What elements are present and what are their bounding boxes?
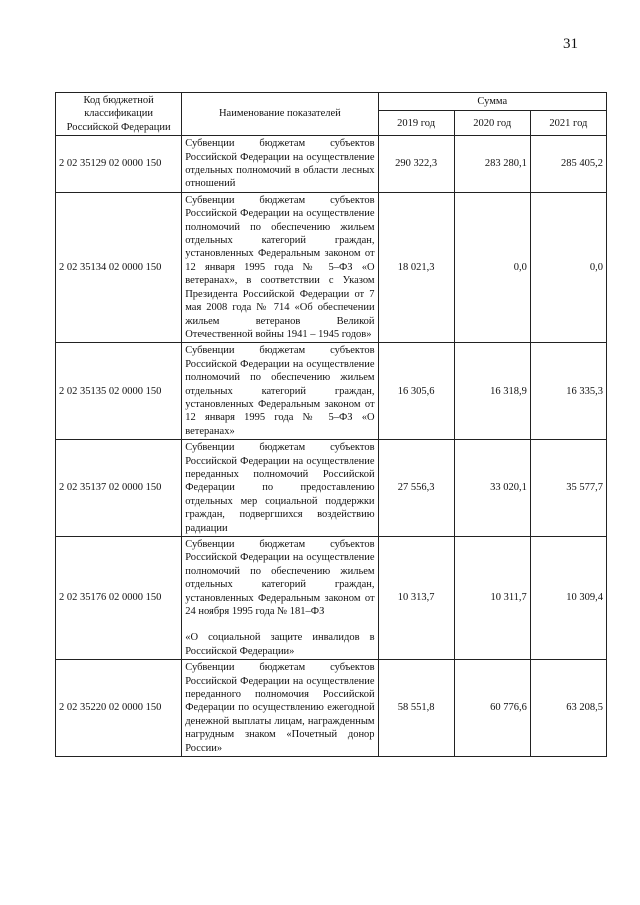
row-value-2020: 16 318,9 <box>454 343 530 440</box>
table-row <box>56 660 607 757</box>
row-code: 2 02 35129 02 0000 150 <box>56 136 182 193</box>
header-year-2020: 2020 год <box>454 111 530 136</box>
row-name-text: Субвенции бюджетам субъектов Российской Федерации на осуществление отдельных полномочий в области лесных отношений <box>185 138 375 190</box>
row-value-2020: 0,0 <box>454 192 530 342</box>
row-name <box>182 192 378 342</box>
header-name: Наименование показателей <box>182 93 378 136</box>
row-value-2019: 27 556,3 <box>378 440 454 537</box>
row-value-2021: 35 577,7 <box>530 440 606 537</box>
row-name-text-continued: «О социальной защите инвалидов в Российской Федерации» <box>185 632 375 657</box>
row-name-text: Субвенции бюджетам субъектов Российской Федерации на осуществление полномочий по обеспечению жильем отдельных категорий граждан, установленных Федеральным законом от 24 ноября 1995 года № 181–ФЗ <box>185 539 375 618</box>
row-value-2019: 290 322,3 <box>378 136 454 193</box>
header-code: Код бюджетной классификации Российской Федерации <box>56 93 182 136</box>
row-name <box>182 343 378 440</box>
header-row <box>56 93 607 111</box>
row-code: 2 02 35137 02 0000 150 <box>56 440 182 537</box>
row-value-2019: 10 313,7 <box>378 537 454 660</box>
table-row <box>56 440 607 537</box>
row-name-text: Субвенции бюджетам субъектов Российской Федерации на осуществление переданных полномочий Российской Федерации по предоставлению отдельных мер социальной поддержки граждан, подвергшихся воздействию радиации <box>185 442 375 534</box>
row-value-2020: 10 311,7 <box>454 537 530 660</box>
table-row <box>56 192 607 342</box>
row-code: 2 02 35134 02 0000 150 <box>56 192 182 342</box>
row-value-2021: 10 309,4 <box>530 537 606 660</box>
row-code: 2 02 35176 02 0000 150 <box>56 537 182 660</box>
row-name-text: Субвенции бюджетам субъектов Российской Федерации на осуществление полномочий по обеспечению жильем отдельных категорий граждан, установленных Федеральным законом от 12 января 1995 года № 5–ФЗ «О ветеранах», в соответствии с Указом Президента Российской Федерации от 7 мая 2008 года № 714 «Об обеспечении жильем ветеранов Великой Отечественной войны 1941 – 1945 годов» <box>185 194 375 340</box>
table-row <box>56 537 607 660</box>
row-name-text: Субвенции бюджетам субъектов Российской Федерации на осуществление переданного полномочия Российской Федерации по осуществлению ежегодной денежной выплаты лицам, награжденным нагрудным знаком «Почетный донор России» <box>185 662 375 754</box>
row-name <box>182 537 378 660</box>
table-row <box>56 136 607 193</box>
row-code: 2 02 35220 02 0000 150 <box>56 660 182 757</box>
header-year-2021: 2021 год <box>530 111 606 136</box>
row-value-2021: 0,0 <box>530 192 606 342</box>
table-row <box>56 343 607 440</box>
row-name <box>182 136 378 193</box>
budget-table <box>55 92 607 757</box>
row-name-text: Субвенции бюджетам субъектов Российской Федерации на осуществление полномочий по обеспечению жильем отдельных категорий граждан, установленных Федеральным законом от 12 января 1995 года № 5–ФЗ «О ветеранах» <box>185 345 375 437</box>
row-value-2019: 18 021,3 <box>378 192 454 342</box>
row-value-2020: 33 020,1 <box>454 440 530 537</box>
header-sum: Сумма <box>378 93 606 111</box>
row-value-2020: 283 280,1 <box>454 136 530 193</box>
row-value-2020: 60 776,6 <box>454 660 530 757</box>
row-code: 2 02 35135 02 0000 150 <box>56 343 182 440</box>
row-name <box>182 660 378 757</box>
row-value-2021: 285 405,2 <box>530 136 606 193</box>
page-number: 31 <box>563 36 578 52</box>
row-name <box>182 440 378 537</box>
row-value-2021: 16 335,3 <box>530 343 606 440</box>
header-year-2019: 2019 год <box>378 111 454 136</box>
row-value-2019: 58 551,8 <box>378 660 454 757</box>
row-value-2019: 16 305,6 <box>378 343 454 440</box>
row-value-2021: 63 208,5 <box>530 660 606 757</box>
